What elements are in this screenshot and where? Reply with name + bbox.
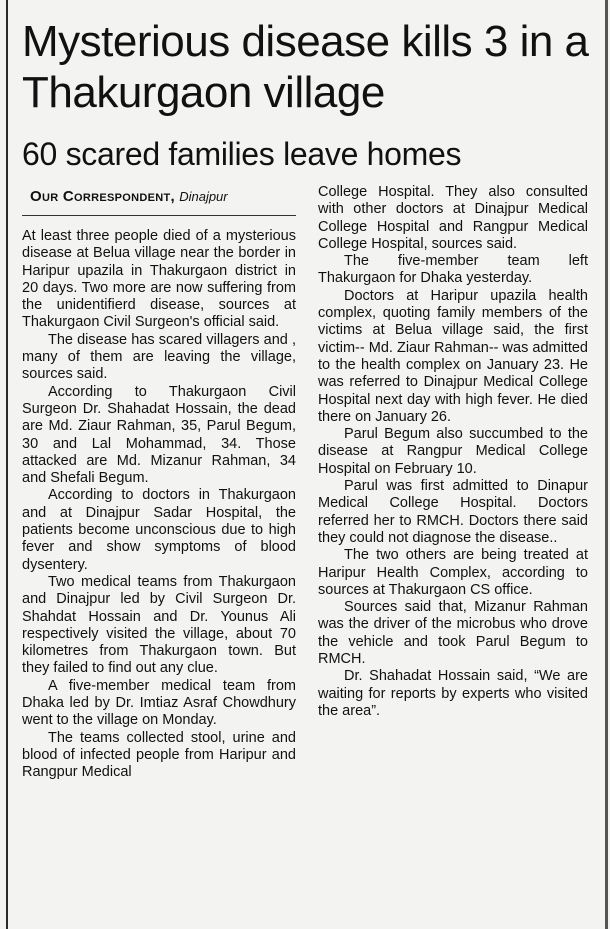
paragraph: Parul was first admitted to Dinapur Medical College Hospital. Doctors referred her to RMCH. Doctors there said they could not diagnose the disease.. xyxy=(318,478,588,546)
right-column xyxy=(318,184,588,720)
subheadline: 60 scared families leave homes xyxy=(22,136,462,172)
headline: Mysterious disease kills 3 in a Thakurgaon village xyxy=(22,17,589,117)
left-border xyxy=(6,0,8,929)
paragraph: A five-member medical team from Dhaka led by Dr. Imtiaz Asraf Chowdhury went to the village on Monday. xyxy=(22,677,296,729)
paragraph: According to Thakurgaon Civil Surgeon Dr. Shahadat Hossain, the dead are Md. Ziaur Rahman, 35, Parul Begum, 30 and Lal Mohammad, 34. Those attacked are Md. Mizanur Rahman, 34 and Shefali Begum. xyxy=(22,383,296,487)
paragraph: At least three people died of a mysterious disease at Belua village near the border in Haripur upazila in Thakurgaon district in 20 days. Two more are now suffering from the unidentifierd disease, sources at Thakurgaon Civil Surgeon's official said. xyxy=(22,228,296,331)
paragraph: College Hospital. They also consulted with other doctors at Dinajpur Medical College Hospital and Rangpur Medical College Hospital, sources said. xyxy=(318,184,588,252)
paragraph: Doctors at Haripur upazila health complex, quoting family members of the victims at Belua village said, the first victim-- Md. Ziaur Rahman-- was admitted to the health complex on January 23. He was referred to Dinajpur Medical College Hospital next day with high fever. He died there on January 26. xyxy=(318,287,588,425)
paragraph: The teams collected stool, urine and blood of infected people from Haripur and Rangpur Medical xyxy=(22,729,296,781)
paragraph: Parul Begum also succumbed to the disease at Rangpur Medical College Hospital on February 10. xyxy=(318,426,588,477)
byline-location: Dinajpur xyxy=(179,189,228,204)
paragraph: The five-member team left Thakurgaon for Dhaka yesterday. xyxy=(318,253,588,287)
paragraph: Dr. Shahadat Hossain said, “We are waiting for reports by experts who visited the area”. xyxy=(318,668,588,719)
left-column xyxy=(22,228,296,782)
paragraph: The two others are being treated at Haripur Health Complex, according to sources at Thakurgaon CS office. xyxy=(318,547,588,598)
paragraph: According to doctors in Thakurgaon and at Dinajpur Sadar Hospital, the patients become unconscious due to high fever and show symptoms of blood dysentery. xyxy=(22,487,296,573)
paragraph: Two medical teams from Thakurgaon and Dinajpur led by Civil Surgeon Dr. Shahdat Hossain and Dr. Younus Ali respectively visited the village, about 70 kilometres from Thakurgaon town. But they failed to find out any clue. xyxy=(22,573,296,677)
right-border xyxy=(605,0,608,929)
byline-name: Our Correspondent, xyxy=(30,188,176,205)
byline-rule xyxy=(22,215,296,216)
byline xyxy=(30,188,228,205)
paragraph: Sources said that, Mizanur Rahman was the driver of the microbus who drove the vehicle and took Parul Begum to RMCH. xyxy=(318,599,588,668)
paragraph: The disease has scared villagers and , many of them are leaving the village, sources said. xyxy=(22,331,296,383)
